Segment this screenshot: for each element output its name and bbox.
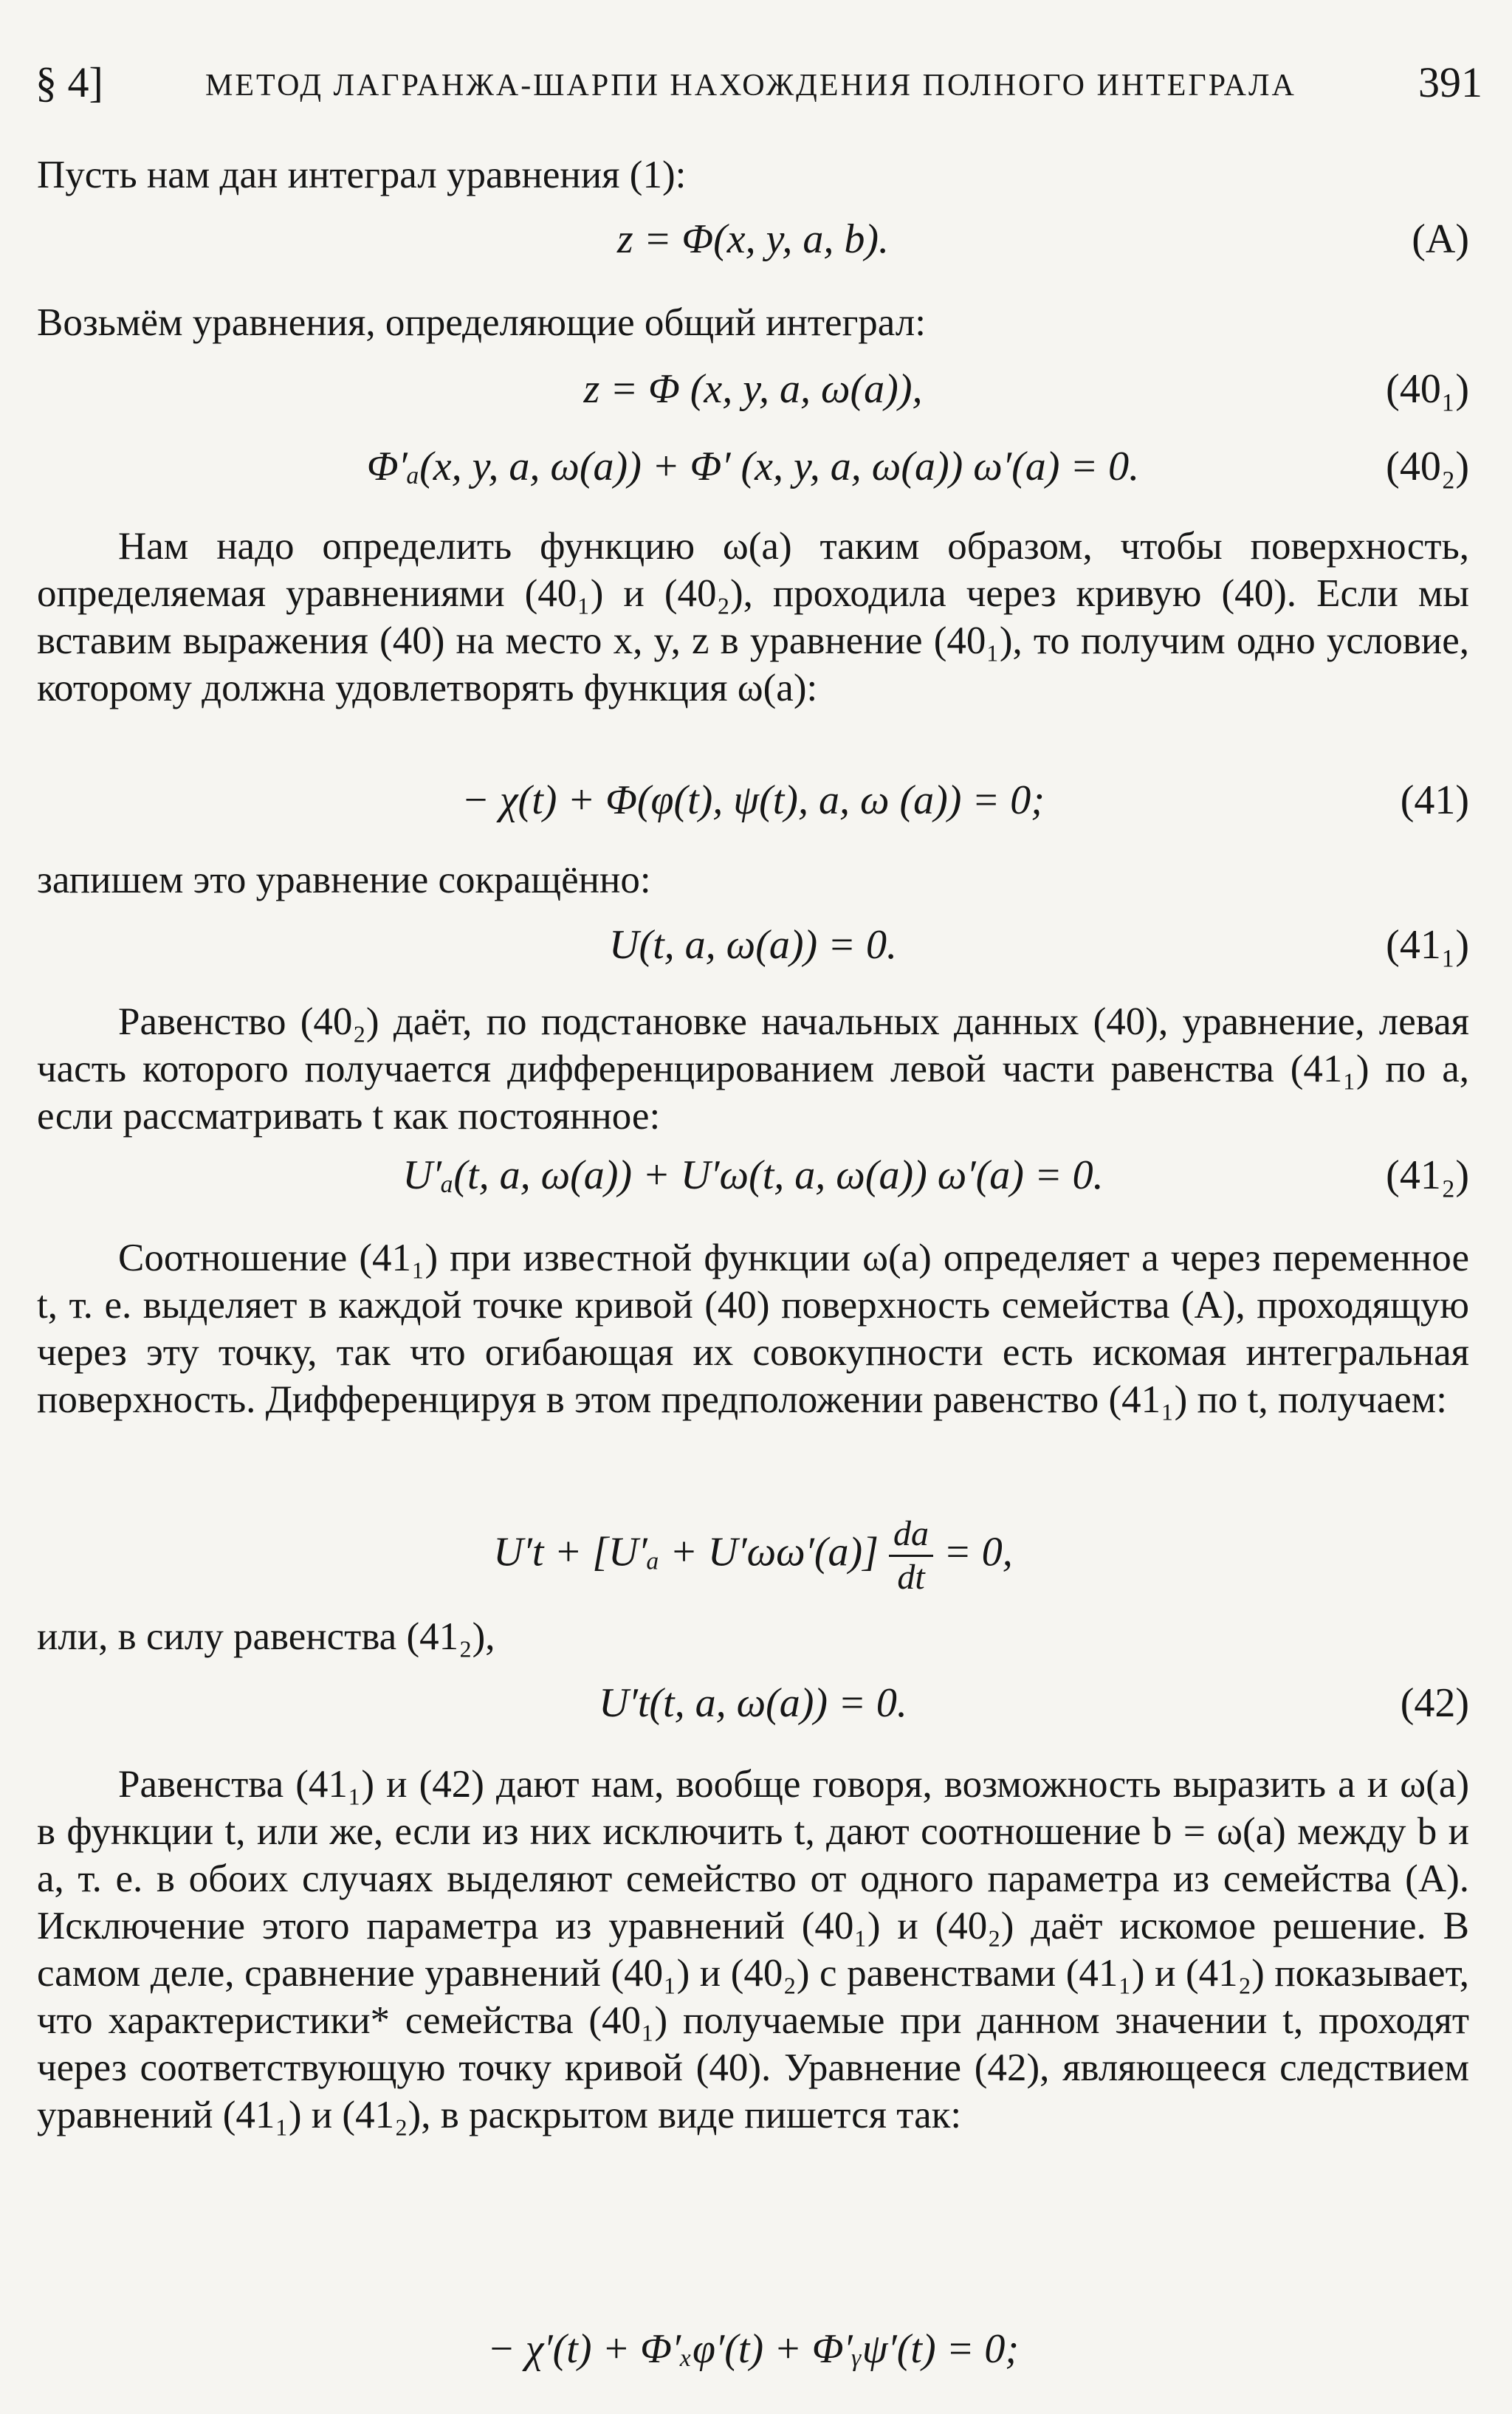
section-number: § 4] <box>35 58 103 106</box>
page-number: 391 <box>1418 58 1482 106</box>
fraction-numerator: da <box>889 1513 933 1557</box>
equation-42 <box>37 1679 1469 1731</box>
equation-40-1 <box>37 365 1469 417</box>
equation-rhs: = 0, <box>944 1529 1013 1575</box>
equation-40-2 <box>37 443 1469 495</box>
equation-label: (40₂) <box>1386 444 1469 489</box>
equation-lhs: U′t + [U′ₐ + U′ωω′(a)] <box>493 1529 879 1575</box>
fraction-da-dt <box>889 1513 933 1598</box>
equation-formula: U′ₐ(t, a, ω(a)) + U′ω(t, a, ω(a)) ω′(a) = 0. <box>402 1152 1104 1198</box>
paragraph-relation-41-1: Соотношение (41₁) при известной функции ω(a) определяет a через переменное t, т. е. выделяет в каждой точке кривой (40) поверхность семейства (A), проходящую через эту точку, так что огибающая их совокупности есть искомая интегральная поверхность. Дифференцируя в этом предположении равенство (41₁) по t, получаем: <box>37 1237 1469 1421</box>
paragraph-short-form: запишем это уравнение сокращённо: <box>37 859 651 901</box>
equation-41 <box>37 777 1469 828</box>
equation-label: (41₁) <box>1386 922 1469 968</box>
equation-formula: − χ(t) + Φ(φ(t), ψ(t), a, ω (a)) = 0; <box>461 777 1045 823</box>
equation-formula: U′t(t, a, ω(a)) = 0. <box>599 1680 907 1726</box>
paragraph-define-omega: Нам надо определить функцию ω(a) таким образом, чтобы поверхность, определяемая уравнениями (40₁) и (40₂), проходила через кривую (40). Если мы вставим выражения (40) на место x, y, z в уравнение (40₁), то получим одно условие, которому должна удовлетворять функция ω(a): <box>37 525 1469 709</box>
equation-formula: z = Φ(x, y, a, b). <box>616 216 890 262</box>
equation-41-2 <box>37 1152 1469 1203</box>
fraction-denominator: dt <box>897 1558 925 1597</box>
paragraph-equality-40-2: Равенство (40₂) даёт, по подстановке начальных данных (40), уравнение, левая часть которого получается дифференцированием левой части равенства (41₁) по a, если рассматривать t как постоянное: <box>37 1000 1469 1138</box>
equation-derivative <box>37 1495 1469 1597</box>
equation-formula: − χ′(t) + Φ′ₓφ′(t) + Φ′ᵧψ′(t) = 0; <box>487 2326 1020 2372</box>
equation-label: (41) <box>1400 777 1469 823</box>
equation-formula: z = Φ (x, y, a, ω(a)), <box>583 366 923 412</box>
paragraph-take-equations: Возьмём уравнения, определяющие общий интеграл: <box>37 301 926 344</box>
equation-label: (40₁) <box>1386 366 1469 412</box>
paragraph-equalities-41-42: Равенства (41₁) и (42) дают нам, вообще говоря, возможность выразить a и ω(a) в функции t, или же, если из них исключить t, дают соотношение b = ω(a) между b и a, т. е. в обоих случаях выделяют семейство от одного параметра из семейства (A). Исключение этого параметра из уравнений (40₁) и (40₂) даёт искомое решение. В самом деле, сравнение уравнений (40₁) и (40₂) с равенствами (41₁) и (41₂) показывает, что характеристики* семейства (40₁) получаемые при данном значении t, проходят через соответствующую точку кривой (40). Уравнение (42), являющееся следствием уравнений (41₁) и (41₂), в раскрытом виде пишется так: <box>37 1763 1469 2136</box>
running-header <box>35 58 1482 117</box>
equation-label: (42) <box>1400 1680 1469 1726</box>
equation-41-1 <box>37 921 1469 973</box>
equation-formula <box>37 1513 1469 1598</box>
paragraph-intro: Пусть нам дан интеграл уравнения (1): <box>37 154 687 196</box>
chapter-title: МЕТОД ЛАГРАНЖА-ШАРПИ НАХОЖДЕНИЯ ПОЛНОГО ИНТЕГРАЛА <box>205 69 1296 103</box>
equation-formula: U(t, a, ω(a)) = 0. <box>609 922 897 968</box>
equation-A <box>37 216 1469 267</box>
equation-formula: Φ′ₐ(x, y, a, ω(a)) + Φ′ (x, y, a, ω(a)) ω′(a) = 0. <box>366 444 1140 489</box>
equation-expanded-42 <box>37 2325 1469 2377</box>
paragraph-by-41-2: или, в силу равенства (41₂), <box>37 1615 495 1658</box>
equation-label: (41₂) <box>1386 1152 1469 1198</box>
equation-label: (A) <box>1412 216 1469 262</box>
